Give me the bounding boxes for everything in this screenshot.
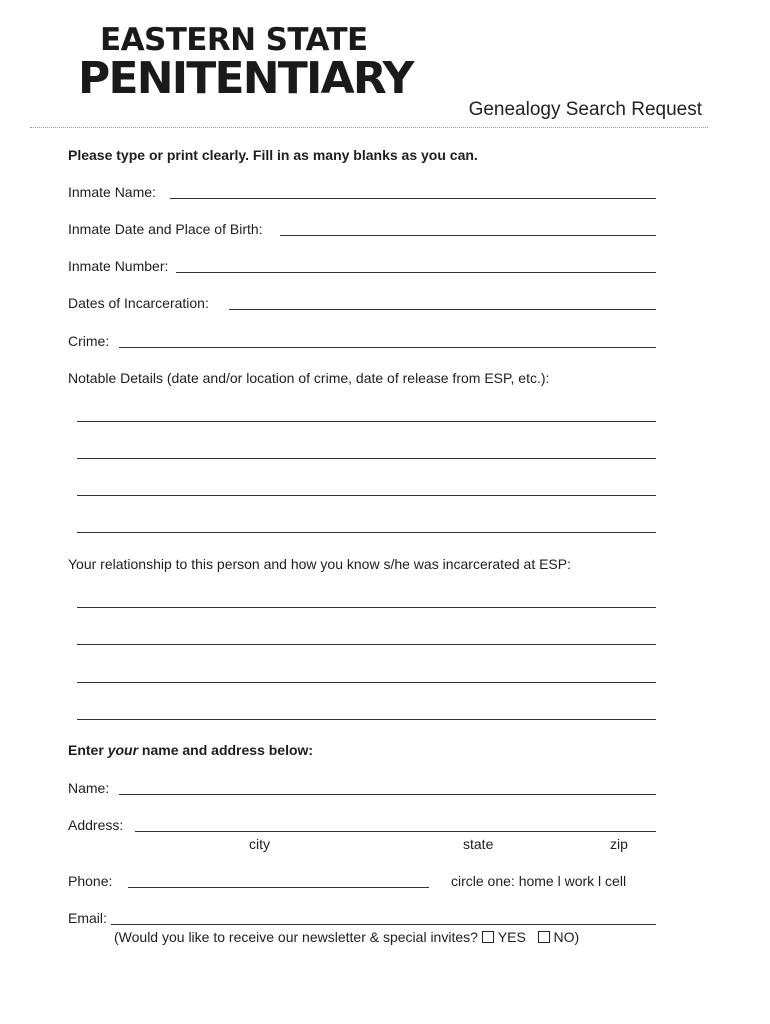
- notable-details-label: Notable Details (date and/or location of crime, date of release from ESP, etc.):: [68, 370, 550, 386]
- inmate-birth-field[interactable]: [280, 235, 656, 236]
- email-label: Email:: [68, 910, 107, 926]
- header-divider: [30, 127, 708, 128]
- inmate-number-field[interactable]: [176, 272, 656, 273]
- address-field[interactable]: [135, 831, 656, 832]
- requester-heading: [68, 742, 313, 758]
- phone-type-options[interactable]: circle one: home l work l cell: [451, 873, 627, 889]
- relationship-line[interactable]: [77, 682, 656, 683]
- notable-details-line[interactable]: [77, 532, 656, 533]
- email-field[interactable]: [111, 924, 656, 925]
- yes-option-label: YES: [497, 929, 526, 945]
- inmate-number-label: Inmate Number:: [68, 258, 169, 274]
- requester-heading-pre: Enter: [68, 742, 108, 758]
- relationship-label: Your relationship to this person and how you know s/he was incarcerated at ESP:: [68, 556, 571, 572]
- relationship-line[interactable]: [77, 719, 656, 720]
- requester-heading-emphasis: your: [107, 742, 139, 758]
- logo-penitentiary: PENITENTIARY: [78, 53, 413, 104]
- logo-eastern-state: EASTERN STATE: [100, 22, 368, 58]
- notable-details-line[interactable]: [77, 495, 656, 496]
- zip-sublabel: zip: [610, 836, 628, 852]
- notable-details-line[interactable]: [77, 458, 656, 459]
- address-label: Address:: [68, 817, 124, 833]
- phone-label: Phone:: [68, 873, 113, 889]
- incarceration-dates-field[interactable]: [229, 309, 656, 310]
- state-sublabel: state: [463, 836, 494, 852]
- inmate-birth-label: Inmate Date and Place of Birth:: [68, 221, 263, 237]
- incarceration-dates-label: Dates of Incarceration:: [68, 295, 209, 311]
- newsletter-question: [114, 929, 579, 945]
- inmate-name-field[interactable]: [170, 198, 656, 199]
- instructions-text: Please type or print clearly. Fill in as many blanks as you can.: [68, 147, 478, 163]
- phone-field[interactable]: [128, 887, 429, 888]
- requester-heading-post: name and address below:: [138, 742, 314, 758]
- relationship-line[interactable]: [77, 607, 656, 608]
- no-checkbox-icon[interactable]: [538, 931, 550, 943]
- newsletter-question-text: (Would you like to receive our newsletter & special invites?: [114, 929, 478, 945]
- crime-field[interactable]: [119, 347, 656, 348]
- crime-label: Crime:: [68, 333, 110, 349]
- requester-name-label: Name:: [68, 780, 110, 796]
- notable-details-line[interactable]: [77, 421, 656, 422]
- requester-name-field[interactable]: [119, 794, 656, 795]
- city-sublabel: city: [249, 836, 270, 852]
- form-title: Genealogy Search Request: [468, 99, 702, 120]
- inmate-name-label: Inmate Name:: [68, 184, 156, 200]
- no-option-label: NO): [553, 929, 580, 945]
- relationship-line[interactable]: [77, 644, 656, 645]
- yes-checkbox-icon[interactable]: [482, 931, 494, 943]
